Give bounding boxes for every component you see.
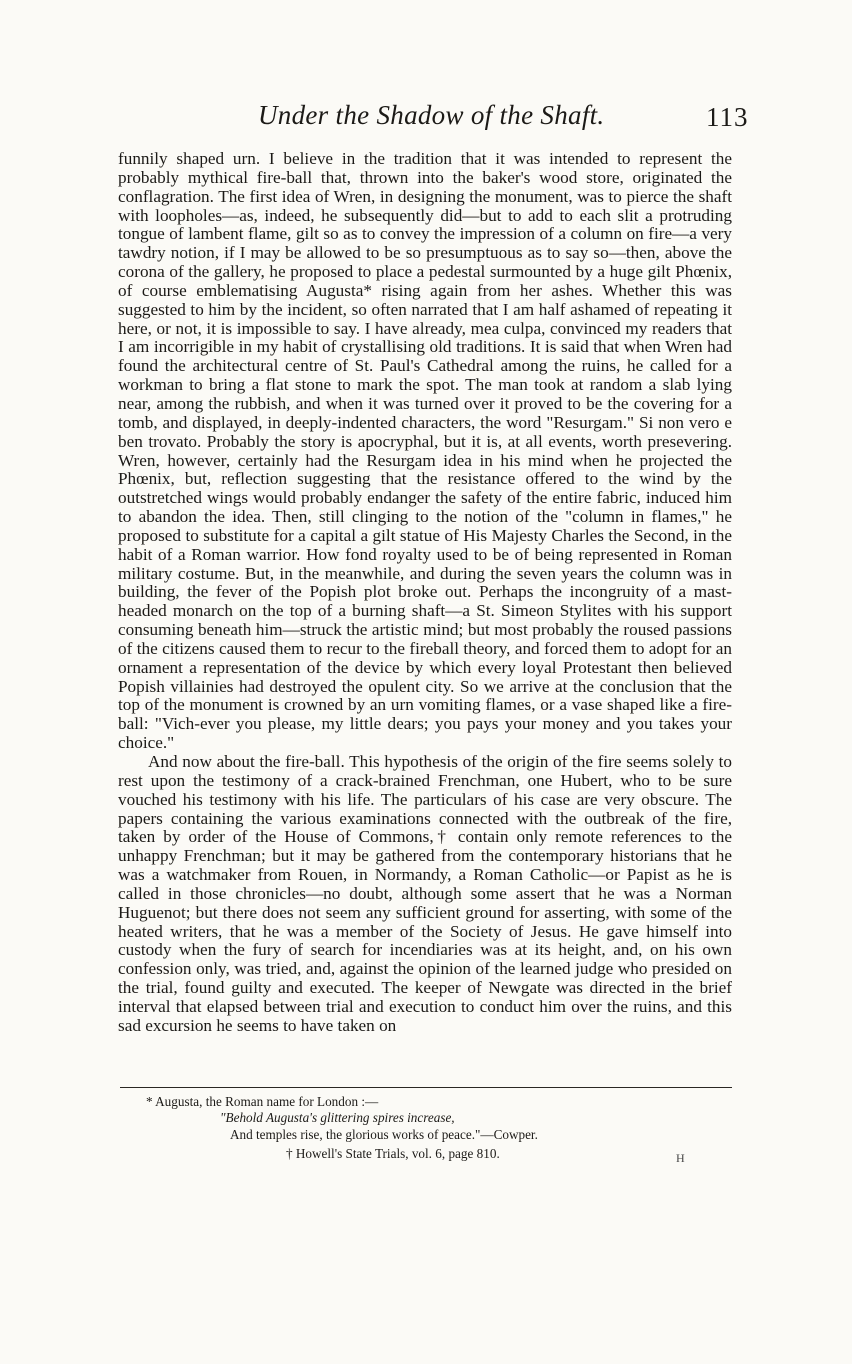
footnote-augusta: * Augusta, the Roman name for London :— (146, 1094, 379, 1109)
footnote-quote-line: And temples rise, the glorious works of peace."—Cowper. (230, 1127, 538, 1142)
footnote-quote-line: "Behold Augusta's glittering spires increase, (220, 1110, 455, 1125)
paragraph: funnily shaped urn. I believe in the tradition that it was intended to represent the probably mythical fire-ball that, thrown into the baker's wood store, originated the conflagration. The first idea of Wren, in designing the monument, was to pierce the shaft with loopholes—as, indeed, he subsequently did—but to add to each slit a protruding tongue of lambent flame, gilt so as to convey the impression of a column on fire—a very tawdry notion, if I may be allowed to be so presumptuous as to say so—then, above the corona of the gallery, he proposed to place a pedestal surmounted by a huge gilt Phœnix, of course emblematising Augusta* rising again from her ashes. Whether this was suggested to him by the incident, so often narrated that I am half ashamed of repeating it here, or not, it is impossible to say. I have already, mea culpa, convinced my readers that I am incorrigible in my habit of crystallising old traditions. It is said that when Wren had found the architectural centre of St. Paul's Cathedral among the ruins, he called for a workman to bring a flat stone to mark the spot. The man took at random a slab lying near, among the rubbish, and when it was turned over it proved to be the covering for a tomb, and displayed, in deeply-indented characters, the word "Resurgam." Si non vero e ben trovato. Probably the story is apocryphal, but it is, at all events, worth presevering. Wren, however, certainly had the Resurgam idea in his mind when he projected the Phœnix, but, reflection suggesting that the resistance offered to the wind by the outstretched wings would probably endanger the safety of the entire fabric, induced him to abandon the idea. Then, still clinging to the notion of the "column in flames," he proposed to substitute for a capital a gilt statue of His Majesty Charles the Second, in the habit of a Roman warrior. How fond royalty used to be of being represented in Roman military costume. But, in the meanwhile, and during the seven years the column was in building, the fever of the Popish plot broke out. Perhaps the incongruity of a mast-headed monarch on the top of a burning shaft—a St. Simeon Stylites with his support consuming beneath him—struck the artistic mind; but most probably the roused passions of the citizens caused them to recur to the fireball theory, and forced them to adopt for an ornament a representation of the device by which every loyal Protestant then believed Popish villainies had destroyed the opulent city. So we arrive at the conclusion that the top of the monument is crowned by an urn vomiting flames, or a vase shaped like a fire-ball: "Vich-ever you please, my little dears; you pays your money and you takes your choice." (118, 149, 732, 753)
paragraph: And now about the fire-ball. This hypothesis of the origin of the fire seems solely to rest upon the testimony of a crack-brained Frenchman, one Hubert, who to be sure vouched his testimony with his life. The particulars of his case are very obscure. The papers containing the various examinations connected with the outbreak of the fire, taken by order of the House of Commons,† contain only remote references to the unhappy Frenchman; but it may be gathered from the contemporary historians that he was a watchmaker from Rouen, in Normandy, a Roman Catholic—or Papist as he is called in those chronicles—no doubt, although some assert that he was a Norman Huguenot; but there does not seem any sufficient ground for asserting, with some of the heated writers, that he was a member of the Society of Jesus. He gave himself into custody when the fury of search for incendiaries was at its height, and, on his own confession only, was tried, and, against the opinion of the learned judge who presided on the trial, found guilty and executed. The keeper of Newgate was directed in the brief interval that elapsed between trial and execution to conduct him over the ruins, and this sad excursion he seems to have taken on (118, 752, 732, 1035)
running-head (0, 100, 852, 140)
signature-mark: H (676, 1151, 685, 1165)
running-title: Under the Shadow of the Shaft. (258, 100, 605, 130)
footnote-dagger: † Howell's State Trials, vol. 6, page 810. (286, 1146, 500, 1161)
body-text (118, 150, 732, 1036)
page-number: 113 (706, 102, 749, 132)
footnote-rule (120, 1087, 732, 1088)
